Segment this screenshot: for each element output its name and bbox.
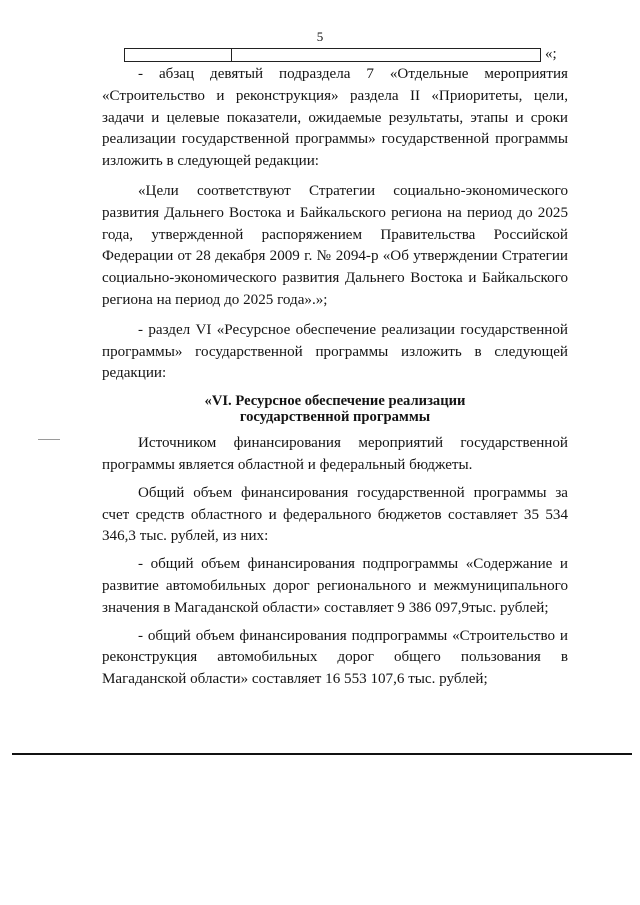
- bottom-rule: [12, 753, 632, 755]
- section-heading-line-2: государственной программы: [239, 408, 431, 425]
- table-trailing-quote: «;: [545, 46, 557, 62]
- table-fragment: [124, 48, 541, 62]
- subprogram-maintenance-paragraph: - общий объем финансирования подпрограммы «Содержание и развитие автомобильных дорог регионального и межмуниципального значения в Магаданской области» составляет 9 386 097,9тыс. рублей;: [102, 556, 568, 616]
- section-heading-line-1: «VI. Ресурсное обеспечение реализации: [204, 393, 466, 410]
- subprogram-construction-paragraph: - общий объем финансирования подпрограммы «Строительство и реконструкция автомобильных дорог общего пользования в Магаданской области» составляет 16 553 107,6 тыс. рублей;: [102, 627, 568, 688]
- section-heading: [102, 394, 568, 425]
- document-body: [102, 64, 568, 691]
- quoted-goals-paragraph: «Цели соответствуют Стратегии социально-экономического развития Дальнего Востока и Байкальского региона на период до 2025 года, утвержденной распоряжением Правительства Российской Федерации от 28 декабря 2009 г. № 2094-р «Об утверждении Стратегии социально-экономического развития Дальнего Востока и Байкальского региона на период до 2025 года».»;: [102, 182, 568, 308]
- funding-sources-paragraph: Источником финансирования мероприятий государственной программы является областной и федеральный бюджеты.: [102, 435, 568, 473]
- margin-mark: [38, 439, 60, 440]
- amendment-paragraph-2: - раздел VI «Ресурсное обеспечение реализации государственной программы» государственной программы изложить в следующей редакции:: [102, 321, 568, 382]
- total-funding-paragraph: Общий объем финансирования государственной программы за счет средств областного и федерального бюджетов составляет 35 534 346,3 тыс. рублей, из них:: [102, 484, 568, 545]
- table-column-divider: [231, 49, 232, 61]
- amendment-paragraph-1: - абзац девятый подраздела 7 «Отдельные мероприятия «Строительство и реконструкция» раздела II «Приоритеты, цели, задачи и целевые показатели, ожидаемые результаты, этапы и сроки реализации государственной программы» государственной программы изложить в следующей редакции:: [102, 66, 568, 170]
- page-number: 5: [316, 29, 324, 44]
